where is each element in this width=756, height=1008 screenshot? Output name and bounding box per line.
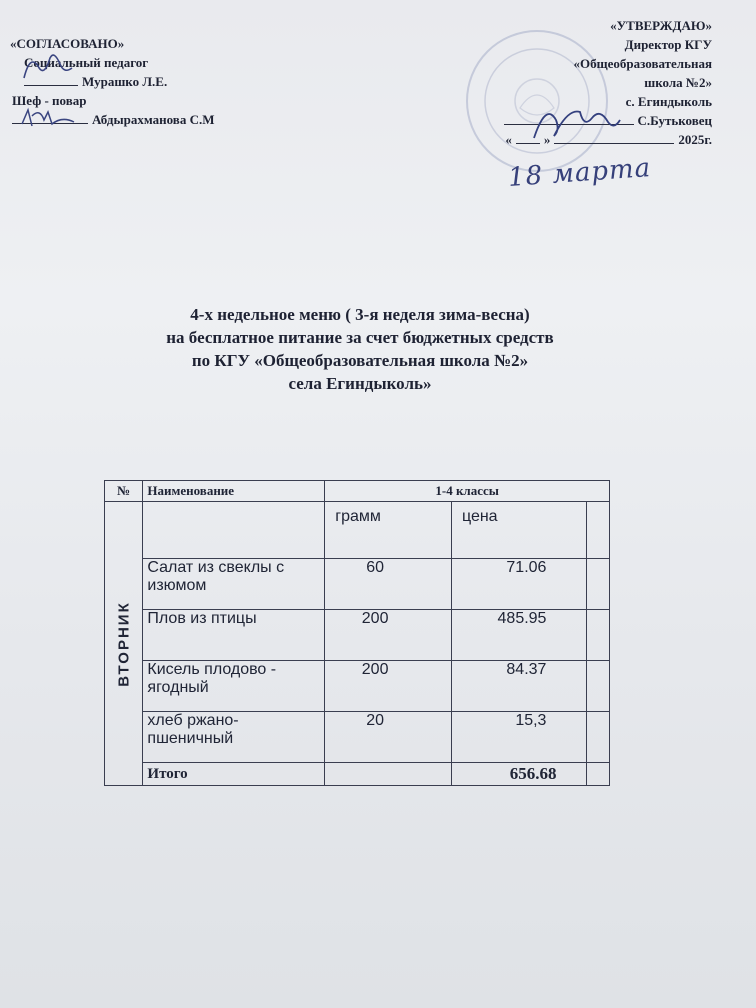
item-price: 485.95: [451, 610, 587, 661]
item-gram: 200: [325, 610, 452, 661]
item-price: 71.06: [451, 559, 587, 610]
title-line-2: на бесплатное питание за счет бюджетных средств: [166, 328, 554, 347]
header-num: №: [105, 481, 143, 502]
total-value: 656.68: [451, 763, 587, 786]
subheader-empty: [143, 502, 325, 559]
day-label: ВТОРНИК: [115, 600, 133, 687]
total-extra: [587, 763, 610, 786]
total-label: Итого: [143, 763, 325, 786]
handwritten-date: 18 марта: [507, 153, 653, 193]
title-line-3: по КГУ «Общеобразовательная школа №2»: [191, 351, 529, 370]
agreed-name-1: Мурашко Л.Е.: [82, 74, 168, 89]
header-name: Наименование: [143, 481, 325, 502]
table-row: [105, 559, 610, 610]
approved-year: 2025г.: [678, 132, 712, 147]
table-header-row: [105, 481, 610, 502]
item-name: хлеб ржано-пшеничный: [143, 712, 325, 763]
title-line-4: села Егиндыколь»: [288, 374, 432, 393]
item-extra: [587, 661, 610, 712]
title-line-1: 4-х недельное меню ( 3-я неделя зима-весна): [190, 305, 530, 324]
item-name: Салат из свеклы с изюмом: [143, 559, 325, 610]
approved-date-line: « » 2025г.: [505, 132, 712, 147]
table-row: [105, 610, 610, 661]
item-gram: 20: [325, 712, 452, 763]
total-row: [105, 763, 610, 786]
agreed-role-social-pedagogue: Социальный педагог: [24, 55, 149, 70]
agreed-heading: «СОГЛАСОВАНО»: [10, 36, 125, 51]
item-extra: [587, 712, 610, 763]
item-name: Кисель плодово - ягодный: [143, 661, 325, 712]
subheader-extra: [587, 502, 610, 559]
agreed-signature-line-1: [24, 72, 310, 91]
agreed-name-2: Абдырахманова С.М: [92, 112, 215, 127]
table-row: [105, 661, 610, 712]
approved-village: с. Егиндыколь: [625, 94, 712, 109]
approved-org-line-1: «Общеобразовательная: [573, 56, 712, 71]
approved-position: Директор КГУ: [624, 37, 712, 52]
item-price: 84.37: [451, 661, 587, 712]
approved-org-line-2: школа №2»: [644, 75, 712, 90]
document-title: [90, 303, 630, 395]
total-gram-empty: [325, 763, 452, 786]
approved-name: С.Бутьковец: [637, 113, 712, 128]
approved-heading: «УТВЕРЖДАЮ»: [610, 18, 712, 33]
subheader-gram: грамм: [325, 502, 452, 559]
item-extra: [587, 559, 610, 610]
item-name: Плов из птицы: [143, 610, 325, 661]
agreed-block: [10, 34, 310, 129]
table-row: [105, 712, 610, 763]
item-extra: [587, 610, 610, 661]
subheader-price: цена: [451, 502, 587, 559]
approved-block: [422, 16, 712, 149]
item-gram: 200: [325, 661, 452, 712]
item-gram: 60: [325, 559, 452, 610]
agreed-role-chef: Шеф - повар: [12, 93, 87, 108]
menu-table: [104, 480, 610, 786]
day-cell: [105, 502, 143, 786]
table-subheader-row: [105, 502, 610, 559]
agreed-signature-line-2: [12, 110, 310, 129]
header-classes: 1-4 классы: [325, 481, 610, 502]
item-price: 15,3: [451, 712, 587, 763]
approved-signature-line: [422, 111, 712, 130]
